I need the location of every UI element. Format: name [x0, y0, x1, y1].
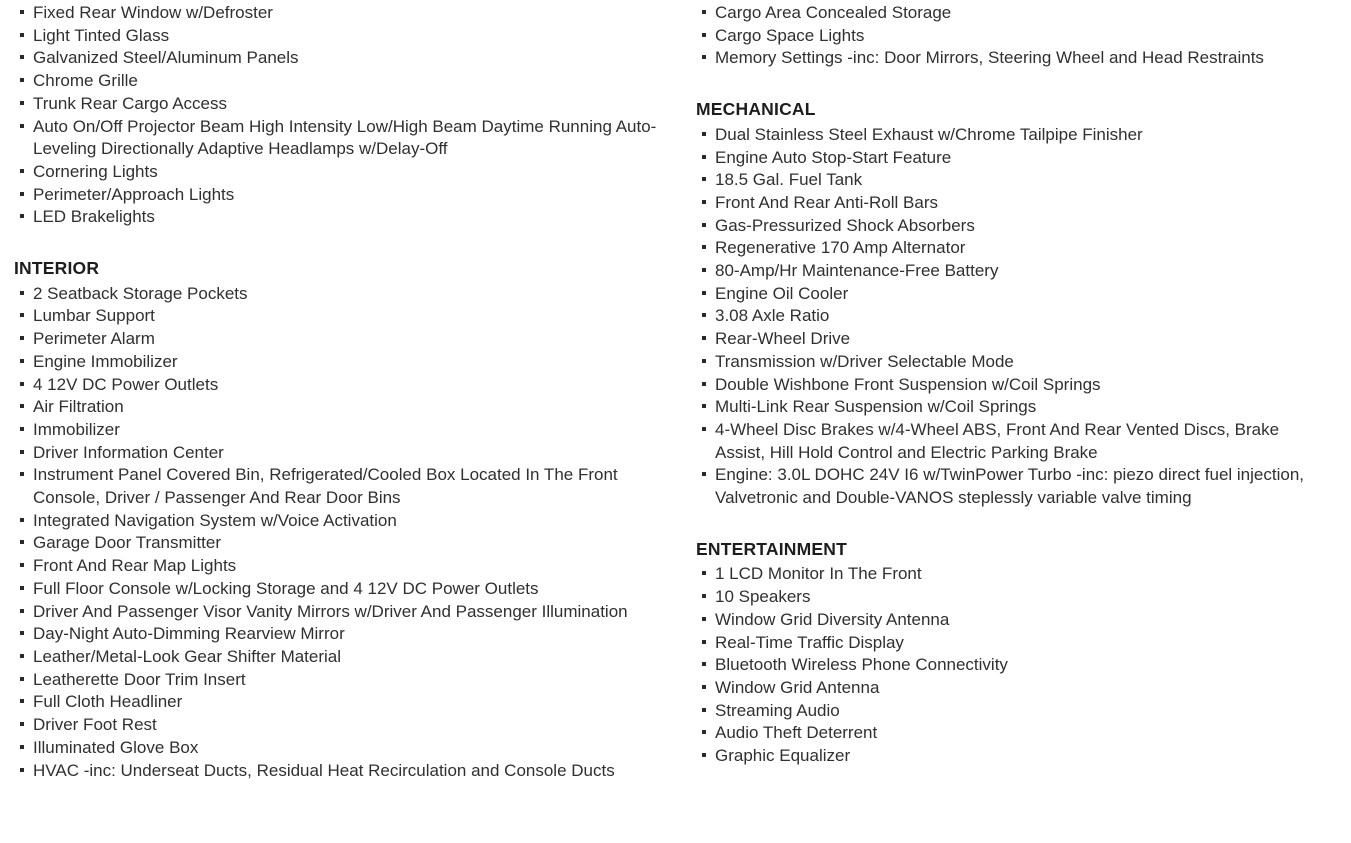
feature-item-label: Leather/Metal-Look Gear Shifter Material	[33, 646, 342, 666]
feature-item	[14, 691, 661, 714]
feature-item-label: Instrument Panel Covered Bin, Refrigerated/Cooled Box Located In The Front Console, Driver / Passenger And Rear Door Bins	[33, 465, 618, 508]
bullet-icon	[20, 699, 24, 703]
feature-item	[14, 47, 661, 70]
feature-item	[696, 260, 1327, 283]
feature-item-label: Perimeter Alarm	[33, 329, 155, 349]
feature-item-label: Full Cloth Headliner	[33, 692, 183, 712]
bullet-icon	[20, 586, 24, 590]
feature-item	[14, 714, 661, 737]
bullet-icon	[20, 192, 24, 196]
feature-item-label: Audio Theft Deterrent	[715, 723, 878, 743]
bullet-icon	[20, 722, 24, 726]
feature-item	[14, 760, 661, 783]
features-column-left	[14, 2, 661, 782]
feature-item	[14, 116, 661, 161]
feature-item	[14, 669, 661, 692]
feature-item	[696, 124, 1327, 147]
feature-item	[14, 305, 661, 328]
bullet-icon	[20, 427, 24, 431]
section-heading: ENTERTAINMENT	[696, 538, 848, 559]
feature-item-label: 2 Seatback Storage Pockets	[33, 283, 248, 303]
feature-item	[696, 192, 1327, 215]
feature-item	[696, 654, 1327, 677]
feature-item	[14, 70, 661, 93]
bullet-icon	[20, 609, 24, 613]
bullet-icon	[20, 450, 24, 454]
feature-item-label: Graphic Equalizer	[715, 746, 851, 766]
feature-item	[696, 283, 1327, 306]
feature-item-label: Integrated Navigation System w/Voice Activation	[33, 510, 397, 530]
feature-item	[14, 206, 661, 229]
feature-item-label: Multi-Link Rear Suspension w/Coil Springs	[715, 397, 1037, 417]
section-heading: MECHANICAL	[696, 99, 816, 120]
bullet-icon	[20, 214, 24, 218]
feature-item	[696, 47, 1327, 70]
feature-item-label: Transmission w/Driver Selectable Mode	[715, 351, 1014, 371]
bullet-icon	[702, 132, 706, 136]
feature-item	[14, 374, 661, 397]
feature-item-label: 4-Wheel Disc Brakes w/4-Wheel ABS, Front And Rear Vented Discs, Brake Assist, Hill Hold Control and Electric Parking Brake	[715, 419, 1280, 462]
feature-section	[696, 98, 1327, 510]
bullet-icon	[702, 472, 706, 476]
feature-item	[696, 169, 1327, 192]
feature-item-label: LED Brakelights	[33, 207, 155, 227]
feature-item-label: Memory Settings -inc: Door Mirrors, Steering Wheel and Head Restraints	[715, 48, 1264, 68]
feature-item	[696, 237, 1327, 260]
feature-item	[14, 2, 661, 25]
feature-item	[14, 283, 661, 306]
feature-item-label: Engine Auto Stop-Start Feature	[715, 147, 952, 167]
feature-item-label: Perimeter/Approach Lights	[33, 184, 235, 204]
features-column-right	[696, 2, 1327, 782]
feature-item	[696, 2, 1327, 25]
feature-item-label: Bluetooth Wireless Phone Connectivity	[715, 655, 1008, 675]
bullet-icon	[20, 78, 24, 82]
feature-item	[696, 632, 1327, 655]
feature-item-label: Dual Stainless Steel Exhaust w/Chrome Tailpipe Finisher	[715, 124, 1143, 144]
bullet-icon	[702, 594, 706, 598]
bullet-icon	[702, 404, 706, 408]
bullet-icon	[702, 10, 706, 14]
feature-item	[696, 700, 1327, 723]
bullet-icon	[20, 55, 24, 59]
bullet-icon	[20, 382, 24, 386]
bullet-icon	[702, 245, 706, 249]
feature-item	[696, 677, 1327, 700]
bullet-icon	[702, 177, 706, 181]
feature-item-label: Cornering Lights	[33, 161, 158, 181]
bullet-icon	[702, 155, 706, 159]
feature-list	[14, 2, 661, 229]
bullet-icon	[702, 617, 706, 621]
feature-item	[696, 586, 1327, 609]
feature-item-label: Lumbar Support	[33, 306, 155, 326]
feature-item	[696, 305, 1327, 328]
bullet-icon	[20, 745, 24, 749]
feature-section	[14, 2, 661, 229]
feature-item	[14, 623, 661, 646]
section-heading: INTERIOR	[14, 258, 100, 279]
feature-item	[14, 532, 661, 555]
bullet-icon	[702, 382, 706, 386]
feature-item	[696, 722, 1327, 745]
feature-item-label: Engine Immobilizer	[33, 351, 178, 371]
bullet-icon	[702, 55, 706, 59]
feature-item-label: Engine: 3.0L DOHC 24V I6 w/TwinPower Turbo -inc: piezo direct fuel injection, Valvetronic and Double-VANOS steplessly variable valve timing	[715, 465, 1304, 508]
feature-item-label: Double Wishbone Front Suspension w/Coil Springs	[715, 374, 1101, 394]
bullet-icon	[702, 708, 706, 712]
feature-item-label: Air Filtration	[33, 397, 124, 417]
bullet-icon	[702, 200, 706, 204]
feature-item-label: Real-Time Traffic Display	[715, 632, 904, 652]
feature-item-label: Chrome Grille	[33, 71, 138, 91]
feature-list	[696, 124, 1327, 510]
bullet-icon	[20, 654, 24, 658]
feature-item	[14, 646, 661, 669]
feature-item	[696, 328, 1327, 351]
feature-item-label: Driver Foot Rest	[33, 715, 157, 735]
feature-item	[696, 396, 1327, 419]
feature-item	[14, 184, 661, 207]
feature-item-label: Engine Oil Cooler	[715, 283, 849, 303]
feature-item-label: Galvanized Steel/Aluminum Panels	[33, 48, 299, 68]
bullet-icon	[702, 359, 706, 363]
feature-item-label: Front And Rear Map Lights	[33, 556, 237, 576]
feature-item-label: Trunk Rear Cargo Access	[33, 93, 227, 113]
feature-item	[14, 464, 661, 509]
bullet-icon	[702, 730, 706, 734]
feature-item	[14, 419, 661, 442]
feature-item-label: 4 12V DC Power Outlets	[33, 374, 219, 394]
feature-item-label: Immobilizer	[33, 419, 120, 439]
feature-item	[14, 25, 661, 48]
bullet-icon	[702, 268, 706, 272]
feature-list	[696, 563, 1327, 767]
feature-item	[696, 215, 1327, 238]
feature-item	[14, 396, 661, 419]
bullet-icon	[702, 427, 706, 431]
bullet-icon	[702, 313, 706, 317]
feature-item-label: Fixed Rear Window w/Defroster	[33, 3, 273, 22]
bullet-icon	[702, 291, 706, 295]
feature-item-label: 18.5 Gal. Fuel Tank	[715, 170, 863, 190]
feature-item-label: Gas-Pressurized Shock Absorbers	[715, 215, 975, 235]
feature-item	[696, 374, 1327, 397]
feature-item-label: Leatherette Door Trim Insert	[33, 669, 246, 689]
feature-item	[696, 419, 1327, 464]
feature-list	[14, 283, 661, 782]
feature-section	[696, 2, 1327, 70]
bullet-icon	[20, 291, 24, 295]
feature-item-label: 1 LCD Monitor In The Front	[715, 564, 922, 584]
feature-item-label: Cargo Area Concealed Storage	[715, 3, 952, 22]
bullet-icon	[20, 563, 24, 567]
feature-item	[14, 351, 661, 374]
feature-item-label: Window Grid Antenna	[715, 677, 880, 697]
feature-item	[696, 351, 1327, 374]
bullet-icon	[20, 359, 24, 363]
feature-item-label: Driver Information Center	[33, 442, 224, 462]
feature-item-label: Full Floor Console w/Locking Storage and 4 12V DC Power Outlets	[33, 578, 539, 598]
feature-section	[14, 257, 661, 782]
bullet-icon	[20, 313, 24, 317]
feature-item	[14, 578, 661, 601]
bullet-icon	[702, 685, 706, 689]
bullet-icon	[20, 336, 24, 340]
feature-item-label: Day-Night Auto-Dimming Rearview Mirror	[33, 624, 345, 644]
feature-item	[14, 442, 661, 465]
bullet-icon	[20, 677, 24, 681]
feature-item	[14, 93, 661, 116]
bullet-icon	[702, 223, 706, 227]
feature-item-label: Cargo Space Lights	[715, 25, 865, 45]
feature-item-label: Garage Door Transmitter	[33, 533, 222, 553]
feature-item	[14, 328, 661, 351]
feature-item-label: Illuminated Glove Box	[33, 737, 199, 757]
bullet-icon	[20, 124, 24, 128]
bullet-icon	[702, 33, 706, 37]
feature-item	[696, 25, 1327, 48]
feature-item	[14, 737, 661, 760]
feature-list	[696, 2, 1327, 70]
bullet-icon	[20, 631, 24, 635]
feature-item	[696, 563, 1327, 586]
feature-item-label: 3.08 Axle Ratio	[715, 306, 830, 326]
bullet-icon	[702, 753, 706, 757]
feature-item-label: HVAC -inc: Underseat Ducts, Residual Heat Recirculation and Console Ducts	[33, 760, 615, 780]
feature-item	[14, 601, 661, 624]
feature-item-label: Streaming Audio	[715, 700, 840, 720]
bullet-icon	[20, 169, 24, 173]
bullet-icon	[702, 571, 706, 575]
bullet-icon	[702, 336, 706, 340]
feature-item-label: Rear-Wheel Drive	[715, 329, 851, 349]
feature-item-label: Driver And Passenger Visor Vanity Mirrors w/Driver And Passenger Illumination	[33, 601, 628, 621]
feature-item	[14, 510, 661, 533]
feature-item-label: Light Tinted Glass	[33, 25, 170, 45]
feature-item-label: Auto On/Off Projector Beam High Intensity Low/High Beam Daytime Running Auto-Leveling Directionally Adaptive Headlamps w/Delay-Off	[33, 116, 657, 159]
bullet-icon	[20, 404, 24, 408]
feature-item	[14, 161, 661, 184]
bullet-icon	[702, 640, 706, 644]
feature-item	[696, 609, 1327, 632]
bullet-icon	[20, 33, 24, 37]
bullet-icon	[20, 768, 24, 772]
feature-item	[696, 745, 1327, 768]
feature-item	[696, 464, 1327, 509]
bullet-icon	[20, 101, 24, 105]
bullet-icon	[20, 518, 24, 522]
bullet-icon	[20, 10, 24, 14]
bullet-icon	[702, 662, 706, 666]
feature-item-label: Regenerative 170 Amp Alternator	[715, 238, 966, 258]
feature-item-label: 80-Amp/Hr Maintenance-Free Battery	[715, 261, 999, 281]
feature-item	[14, 555, 661, 578]
feature-section	[696, 538, 1327, 768]
feature-item	[696, 147, 1327, 170]
bullet-icon	[20, 540, 24, 544]
bullet-icon	[20, 472, 24, 476]
feature-item-label: Front And Rear Anti-Roll Bars	[715, 192, 938, 212]
feature-item-label: Window Grid Diversity Antenna	[715, 609, 950, 629]
feature-item-label: 10 Speakers	[715, 587, 811, 607]
